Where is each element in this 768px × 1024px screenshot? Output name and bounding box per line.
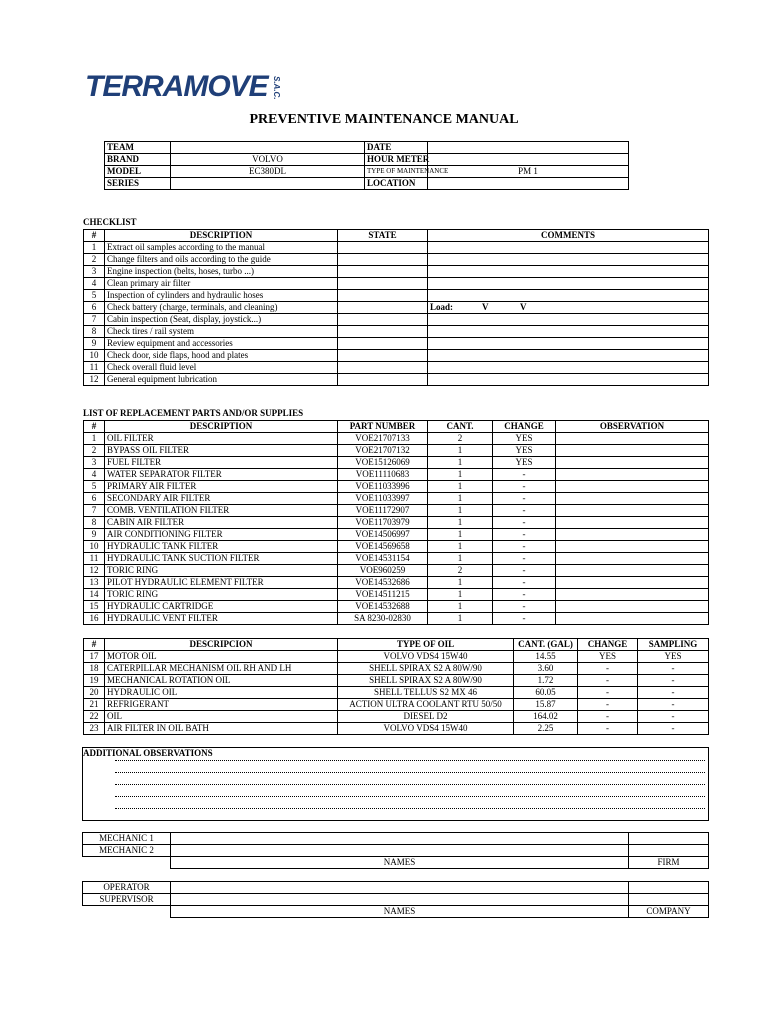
quantity-gal: 2.25 xyxy=(514,723,578,735)
part-number: VOE11033997 xyxy=(338,493,428,505)
quantity: 1 xyxy=(428,469,493,481)
change: - xyxy=(493,481,556,493)
state-cell xyxy=(338,374,428,386)
row-number: 18 xyxy=(84,663,105,675)
col-header-observation: OBSERVATION xyxy=(556,421,709,433)
mechanic-1-name xyxy=(171,833,629,845)
quantity-gal: 15.87 xyxy=(514,699,578,711)
observation-line xyxy=(115,772,705,773)
col-header-cant-gal: CANT. (GAL) xyxy=(514,639,578,651)
part-number: VOE11172907 xyxy=(338,505,428,517)
quantity: 1 xyxy=(428,481,493,493)
sampling: - xyxy=(638,663,709,675)
row-description: TORIC RING xyxy=(105,565,338,577)
row-number: 23 xyxy=(84,723,105,735)
observation-cell xyxy=(556,613,709,625)
team-value xyxy=(171,142,365,154)
change: YES xyxy=(493,445,556,457)
part-number: VOE11703979 xyxy=(338,517,428,529)
row-description: Check tires / rail system xyxy=(105,326,338,338)
state-cell xyxy=(338,338,428,350)
quantity-gal: 60.05 xyxy=(514,687,578,699)
operator-company xyxy=(629,882,709,894)
table-row xyxy=(84,541,709,553)
table-row xyxy=(84,517,709,529)
table-row xyxy=(84,469,709,481)
state-cell xyxy=(338,302,428,314)
comment-cell xyxy=(428,326,709,338)
hour-meter-label: HOUR METER xyxy=(365,154,428,166)
quantity: 1 xyxy=(428,589,493,601)
model-label: MODEL xyxy=(105,166,171,178)
page-title: PREVENTIVE MAINTENANCE MANUAL xyxy=(249,112,519,127)
row-description: TORIC RING xyxy=(105,589,338,601)
quantity-gal: 1.72 xyxy=(514,675,578,687)
row-number: 2 xyxy=(84,445,105,457)
comment-cell xyxy=(428,314,709,326)
change: - xyxy=(493,493,556,505)
row-description: COMB. VENTILATION FILTER xyxy=(105,505,338,517)
quantity: 1 xyxy=(428,577,493,589)
row-description: SECONDARY AIR FILTER xyxy=(105,493,338,505)
table-row xyxy=(84,663,709,675)
row-description: Check door, side flaps, hood and plates xyxy=(105,350,338,362)
row-description: MOTOR OIL xyxy=(105,651,338,663)
row-number: 3 xyxy=(84,457,105,469)
change: - xyxy=(578,723,638,735)
company-label: COMPANY xyxy=(629,906,709,918)
observation-cell xyxy=(556,565,709,577)
change: - xyxy=(578,711,638,723)
comment-cell xyxy=(428,266,709,278)
row-number: 9 xyxy=(84,338,105,350)
series-label: SERIES xyxy=(105,178,171,190)
oil-type: SHELL SPIRAX S2 A 80W/90 xyxy=(338,663,514,675)
row-number: 6 xyxy=(84,302,105,314)
table-row xyxy=(84,481,709,493)
row-number: 19 xyxy=(84,675,105,687)
comment-cell xyxy=(428,362,709,374)
state-cell xyxy=(338,362,428,374)
mechanic-2-name xyxy=(171,845,629,857)
row-description: AIR FILTER IN OIL BATH xyxy=(105,723,338,735)
col-header-number: # xyxy=(84,639,105,651)
change: - xyxy=(493,553,556,565)
observations-title: ADDITIONAL OBSERVATIONS xyxy=(83,748,213,758)
change: - xyxy=(578,699,638,711)
comment-cell xyxy=(428,290,709,302)
row-number: 15 xyxy=(84,601,105,613)
header-table xyxy=(104,141,629,190)
table-row xyxy=(84,711,709,723)
table-row xyxy=(84,529,709,541)
change: YES xyxy=(578,651,638,663)
quantity: 1 xyxy=(428,445,493,457)
mechanic-2-firm xyxy=(629,845,709,857)
row-number: 5 xyxy=(84,481,105,493)
state-cell xyxy=(338,242,428,254)
company-logo: TERRAMOVE xyxy=(85,70,268,103)
checklist-table xyxy=(83,229,709,386)
oil-type: ACTION ULTRA COOLANT RTU 50/50 xyxy=(338,699,514,711)
table-row xyxy=(84,493,709,505)
observation-cell xyxy=(556,445,709,457)
row-description: REFRIGERANT xyxy=(105,699,338,711)
quantity-gal: 14.55 xyxy=(514,651,578,663)
supervisor-name xyxy=(171,894,629,906)
row-description: WATER SEPARATOR FILTER xyxy=(105,469,338,481)
change: - xyxy=(493,589,556,601)
supervisor-label: SUPERVISOR xyxy=(83,894,171,906)
row-number: 7 xyxy=(84,314,105,326)
table-row xyxy=(84,266,709,278)
location-value xyxy=(428,178,629,190)
change: - xyxy=(493,529,556,541)
observation-cell xyxy=(556,541,709,553)
change: - xyxy=(493,517,556,529)
observation-cell xyxy=(556,469,709,481)
quantity: 1 xyxy=(428,505,493,517)
oils-table xyxy=(83,638,709,735)
observation-cell xyxy=(556,577,709,589)
location-label: LOCATION xyxy=(365,178,428,190)
change: - xyxy=(493,469,556,481)
row-description: Engine inspection (belts, hoses, turbo ...) xyxy=(105,266,338,278)
oil-type: VOLVO VDS4 15W40 xyxy=(338,723,514,735)
row-description: PRIMARY AIR FILTER xyxy=(105,481,338,493)
row-number: 10 xyxy=(84,541,105,553)
row-number: 11 xyxy=(84,362,105,374)
row-description: Check overall fluid level xyxy=(105,362,338,374)
row-description: BYPASS OIL FILTER xyxy=(105,445,338,457)
part-number: VOE21707132 xyxy=(338,445,428,457)
operator-label: OPERATOR xyxy=(83,882,171,894)
row-description: HYDRAULIC VENT FILTER xyxy=(105,613,338,625)
row-number: 9 xyxy=(84,529,105,541)
quantity: 1 xyxy=(428,613,493,625)
row-number: 21 xyxy=(84,699,105,711)
table-row xyxy=(84,314,709,326)
table-row xyxy=(84,675,709,687)
observation-line xyxy=(115,784,705,785)
col-header-state: STATE xyxy=(338,230,428,242)
names-label: NAMES xyxy=(171,906,629,918)
date-value xyxy=(428,142,629,154)
change: - xyxy=(493,505,556,517)
company-logo-suffix: S.A.C. xyxy=(272,76,281,100)
state-cell xyxy=(338,350,428,362)
table-row xyxy=(84,445,709,457)
table-row xyxy=(84,687,709,699)
row-description: OIL xyxy=(105,711,338,723)
change: - xyxy=(578,663,638,675)
load-v2: V xyxy=(520,302,527,312)
row-number: 6 xyxy=(84,493,105,505)
change: - xyxy=(493,601,556,613)
quantity: 1 xyxy=(428,541,493,553)
observation-cell xyxy=(556,601,709,613)
row-description: AIR CONDITIONING FILTER xyxy=(105,529,338,541)
row-number: 12 xyxy=(84,565,105,577)
part-number: VOE14532688 xyxy=(338,601,428,613)
col-header-change: CHANGE xyxy=(493,421,556,433)
table-row xyxy=(84,589,709,601)
parts-title: LIST OF REPLACEMENT PARTS AND/OR SUPPLIES xyxy=(83,408,304,418)
oil-type: VOLVO VDS4 15W40 xyxy=(338,651,514,663)
row-description: Clean primary air filter xyxy=(105,278,338,290)
table-row xyxy=(84,577,709,589)
col-header-cant: CANT. xyxy=(428,421,493,433)
comment-cell xyxy=(428,242,709,254)
oil-type: SHELL TELLUS S2 MX 46 xyxy=(338,687,514,699)
row-description: CATERPILLAR MECHANISM OIL RH AND LH xyxy=(105,663,338,675)
row-description: Check battery (charge, terminals, and cleaning) xyxy=(105,302,338,314)
row-number: 8 xyxy=(84,517,105,529)
model-value: EC380DL xyxy=(171,166,365,178)
row-description: HYDRAULIC OIL xyxy=(105,687,338,699)
quantity: 1 xyxy=(428,529,493,541)
state-cell xyxy=(338,326,428,338)
part-number: VOE11110683 xyxy=(338,469,428,481)
brand-label: BRAND xyxy=(105,154,171,166)
load-label: Load: xyxy=(430,302,454,312)
col-header-description: DESCRIPTION xyxy=(105,421,338,433)
hour-meter-value xyxy=(428,154,629,166)
change: - xyxy=(578,675,638,687)
observation-line xyxy=(115,760,705,761)
col-header-part-number: PART NUMBER xyxy=(338,421,428,433)
table-row xyxy=(84,362,709,374)
comment-cell xyxy=(428,302,709,314)
observation-cell xyxy=(556,529,709,541)
row-description: HYDRAULIC TANK SUCTION FILTER xyxy=(105,553,338,565)
row-number: 12 xyxy=(84,374,105,386)
row-number: 22 xyxy=(84,711,105,723)
row-description: CABIN AIR FILTER xyxy=(105,517,338,529)
firm-label: FIRM xyxy=(629,857,709,869)
row-description: HYDRAULIC TANK FILTER xyxy=(105,541,338,553)
state-cell xyxy=(338,278,428,290)
table-row xyxy=(84,374,709,386)
row-description: MECHANICAL ROTATION OIL xyxy=(105,675,338,687)
comment-cell xyxy=(428,338,709,350)
sampling: - xyxy=(638,699,709,711)
part-number: VOE14569658 xyxy=(338,541,428,553)
part-number: VOE21707133 xyxy=(338,433,428,445)
table-row xyxy=(84,723,709,735)
table-row xyxy=(84,350,709,362)
sampling: - xyxy=(638,723,709,735)
type-value: PM 1 xyxy=(428,166,629,178)
row-number: 1 xyxy=(84,242,105,254)
table-row xyxy=(84,290,709,302)
mechanic-2-label: MECHANIC 2 xyxy=(83,845,171,857)
quantity: 1 xyxy=(428,601,493,613)
table-row xyxy=(84,338,709,350)
series-value xyxy=(171,178,365,190)
row-description: Inspection of cylinders and hydraulic hoses xyxy=(105,290,338,302)
mechanic-1-label: MECHANIC 1 xyxy=(83,833,171,845)
table-row xyxy=(84,254,709,266)
row-description: General equipment lubrication xyxy=(105,374,338,386)
comment-cell xyxy=(428,278,709,290)
parts-table xyxy=(83,420,709,625)
part-number: VOE14511215 xyxy=(338,589,428,601)
change: - xyxy=(493,541,556,553)
load-v1: V xyxy=(482,302,489,312)
names-label: NAMES xyxy=(171,857,629,869)
mechanic-1-firm xyxy=(629,833,709,845)
table-row xyxy=(84,505,709,517)
quantity: 2 xyxy=(428,433,493,445)
observation-cell xyxy=(556,493,709,505)
state-cell xyxy=(338,254,428,266)
table-row xyxy=(84,651,709,663)
table-row xyxy=(84,553,709,565)
sampling: - xyxy=(638,711,709,723)
oil-type: SHELL SPIRAX S2 A 80W/90 xyxy=(338,675,514,687)
table-row xyxy=(84,601,709,613)
part-number: VOE15126069 xyxy=(338,457,428,469)
sampling: YES xyxy=(638,651,709,663)
change: - xyxy=(493,577,556,589)
row-description: OIL FILTER xyxy=(105,433,338,445)
row-number: 7 xyxy=(84,505,105,517)
quantity: 1 xyxy=(428,493,493,505)
table-row xyxy=(84,457,709,469)
comment-cell xyxy=(428,350,709,362)
observation-cell xyxy=(556,553,709,565)
state-cell xyxy=(338,266,428,278)
state-cell xyxy=(338,314,428,326)
observation-line xyxy=(115,808,705,809)
comment-cell xyxy=(428,374,709,386)
brand-value: VOLVO xyxy=(171,154,365,166)
observation-cell xyxy=(556,433,709,445)
row-description: FUEL FILTER xyxy=(105,457,338,469)
change: - xyxy=(578,687,638,699)
row-number: 4 xyxy=(84,278,105,290)
row-number: 3 xyxy=(84,266,105,278)
row-number: 13 xyxy=(84,577,105,589)
row-number: 4 xyxy=(84,469,105,481)
change: - xyxy=(493,565,556,577)
change: - xyxy=(493,613,556,625)
oil-type: DIESEL D2 xyxy=(338,711,514,723)
table-row xyxy=(84,242,709,254)
change: YES xyxy=(493,457,556,469)
observation-cell xyxy=(556,505,709,517)
comment-cell xyxy=(428,254,709,266)
quantity: 2 xyxy=(428,565,493,577)
quantity: 1 xyxy=(428,517,493,529)
row-description: Cabin inspection (Seat, display, joystick...) xyxy=(105,314,338,326)
row-number: 20 xyxy=(84,687,105,699)
checklist-title: CHECKLIST xyxy=(83,217,137,227)
change: YES xyxy=(493,433,556,445)
quantity-gal: 3.60 xyxy=(514,663,578,675)
operators-table xyxy=(82,881,709,918)
col-header-comments: COMMENTS xyxy=(428,230,709,242)
row-number: 16 xyxy=(84,613,105,625)
table-row xyxy=(84,565,709,577)
row-description: PILOT HYDRAULIC ELEMENT FILTER xyxy=(105,577,338,589)
operator-name xyxy=(171,882,629,894)
row-number: 5 xyxy=(84,290,105,302)
team-label: TEAM xyxy=(105,142,171,154)
sampling: - xyxy=(638,675,709,687)
table-row xyxy=(84,302,709,314)
row-number: 10 xyxy=(84,350,105,362)
col-header-sampling: SAMPLING xyxy=(638,639,709,651)
part-number: VOE11033996 xyxy=(338,481,428,493)
type-label: TYPE OF MAINTENANCE xyxy=(365,166,428,178)
row-description: Change filters and oils according to the guide xyxy=(105,254,338,266)
part-number: SA 8230-02830 xyxy=(338,613,428,625)
row-number: 1 xyxy=(84,433,105,445)
quantity: 1 xyxy=(428,553,493,565)
quantity: 1 xyxy=(428,457,493,469)
col-header-number: # xyxy=(84,421,105,433)
col-header-number: # xyxy=(84,230,105,242)
part-number: VOE14532686 xyxy=(338,577,428,589)
date-label: DATE xyxy=(365,142,428,154)
table-row xyxy=(84,699,709,711)
col-header-description: DESCRIPTION xyxy=(105,230,338,242)
col-header-descripcion: DESCRIPCION xyxy=(105,639,338,651)
observation-cell xyxy=(556,481,709,493)
observation-line xyxy=(115,796,705,797)
sampling: - xyxy=(638,687,709,699)
table-row xyxy=(84,433,709,445)
table-row xyxy=(84,613,709,625)
supervisor-company xyxy=(629,894,709,906)
row-number: 14 xyxy=(84,589,105,601)
part-number: VOE14531154 xyxy=(338,553,428,565)
observation-cell xyxy=(556,517,709,529)
row-number: 11 xyxy=(84,553,105,565)
row-number: 2 xyxy=(84,254,105,266)
state-cell xyxy=(338,290,428,302)
observation-cell xyxy=(556,589,709,601)
row-number: 8 xyxy=(84,326,105,338)
quantity-gal: 164.02 xyxy=(514,711,578,723)
part-number: VOE14506997 xyxy=(338,529,428,541)
col-header-change: CHANGE xyxy=(578,639,638,651)
table-row xyxy=(84,326,709,338)
mechanics-table xyxy=(82,832,709,869)
observation-cell xyxy=(556,457,709,469)
row-description: HYDRAULIC CARTRIDGE xyxy=(105,601,338,613)
col-header-type-of-oil: TYPE OF OIL xyxy=(338,639,514,651)
table-row xyxy=(84,278,709,290)
part-number: VOE960259 xyxy=(338,565,428,577)
row-number: 17 xyxy=(84,651,105,663)
row-description: Extract oil samples according to the manual xyxy=(105,242,338,254)
row-description: Review equipment and accessories xyxy=(105,338,338,350)
